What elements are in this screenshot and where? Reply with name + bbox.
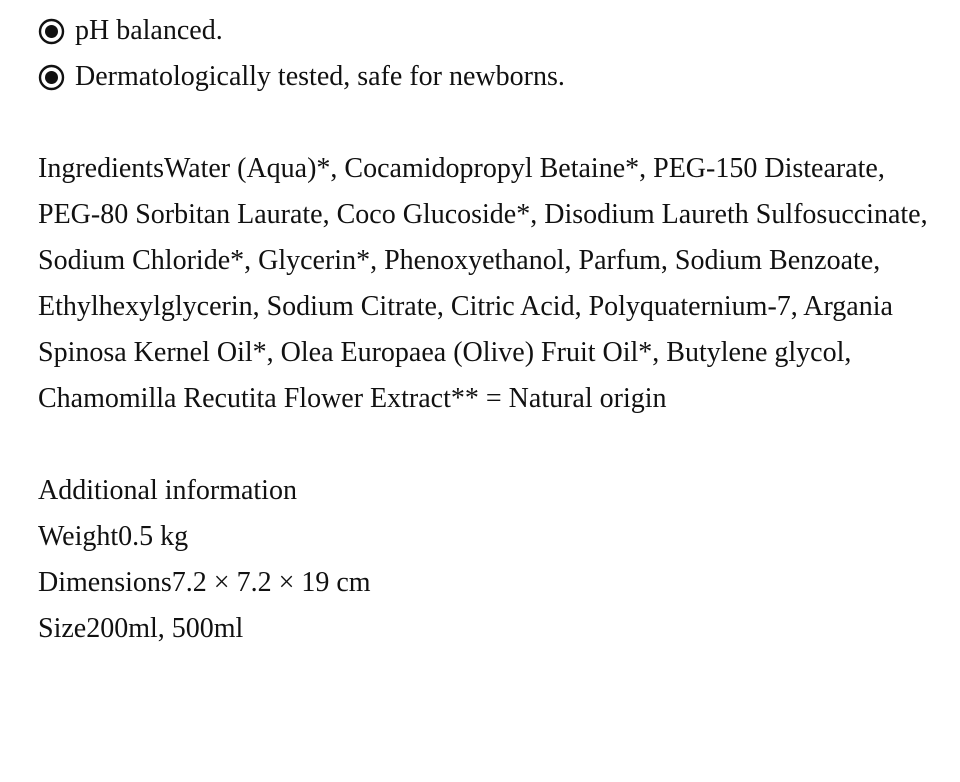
additional-info-heading: Additional information <box>38 475 297 506</box>
info-row-size <box>38 606 928 652</box>
info-value: 0.5 kg <box>118 521 189 552</box>
ingredients-label: Ingredients <box>38 153 164 184</box>
info-row-weight <box>38 514 928 560</box>
product-details <box>38 8 928 652</box>
section-spacer <box>38 422 928 468</box>
feature-item-ph-balanced <box>38 8 928 54</box>
section-spacer <box>38 100 928 146</box>
info-label: Weight <box>38 521 119 552</box>
info-row-dimensions <box>38 560 928 606</box>
feature-text: Dermatologically tested, safe for newborns. <box>75 61 565 92</box>
ingredients-text: Water (Aqua)*, Cocamidopropyl Betaine*, PEG-150 Distearate, PEG-80 Sorbitan Laurate, Coco Glucoside*, Disodium Laureth Sulfosuccinate, Sodium Chloride*, Glycerin*, Phenoxyethanol, Parfum, Sodium Benzoate, Ethylhexylglycerin, Sodium Citrate, Citric Acid, Polyquaternium-7, Argania Spinosa Kernel Oil*, Olea Europaea (Olive) Fruit Oil*, Butylene glycol, Chamomilla Recutita Flower Extract** = Natural origin <box>38 153 928 414</box>
info-value: 200ml, 500ml <box>86 613 244 644</box>
feature-text: pH balanced. <box>75 15 223 46</box>
info-label: Size <box>38 613 87 644</box>
feature-item-dermatologically-tested <box>38 54 928 100</box>
radio-bullet-icon <box>38 64 65 91</box>
ingredients-paragraph <box>38 146 928 422</box>
info-label: Dimensions <box>38 567 172 598</box>
radio-bullet-icon <box>38 18 65 45</box>
info-value: 7.2 × 7.2 × 19 cm <box>171 567 371 598</box>
